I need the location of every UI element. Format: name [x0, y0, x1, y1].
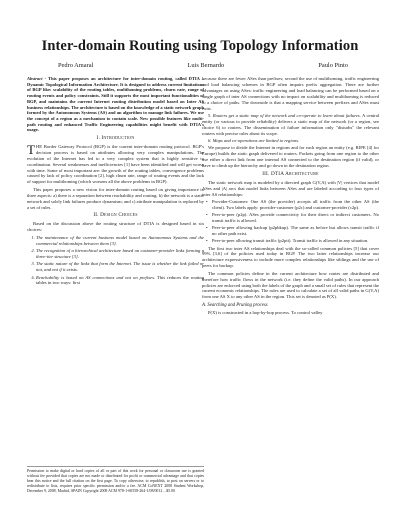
copyright-footnote: Permission to make digital or hard copies of all or part of this work for personal or classroom use is granted without fee provided that copies are not made or distributed for profit or commercial advantage and that copies bear this notice and the full citation on the first page. To copy otherwise, to republish, to post on servers or to redistribute to lists, requires prior specific permission and/or a fee. ACM CoNEXT 2008 Student Workshop, December 9, 2008, Madrid, SPAIN Copyright 2008 ACM 978-1-60558-264-1/08/0012 ...$5.00 — [27, 466, 204, 494]
relationship-list — [202, 199, 379, 243]
list-item: • Peer-to-peer (p2p). ASes provide connectivity for their direct or indirect customers. No transit traffic is allowed. — [212, 212, 379, 224]
design-choice-6: 6. Maps and co-operations are limited to regions. — [208, 138, 300, 144]
author-list — [58, 62, 348, 69]
intro-paragraph: This paper proposes a new vision for inter-domain routing based on giving importance to three aspects: a) there is a separation between reachability and routing; b) the network is a static network and solely link failures produce dynamism; and c) attribute manipulation is replaced by a set of rules. — [27, 186, 204, 210]
list-item: • Peer-to-peer allowing backup (p2pbkup). The same as before but allows transit traffic if no other path exist. — [212, 225, 379, 237]
body-paragraph: because there are fewer ASes than prefixes; second the use of multihoming, traffic engineering and load balancing schemes in BGP often impairs prefix aggregation. There are further advantages on using ASes: traffic engineering and load balancing can be performed based on a single graph of inter AS connections with no impact on scalability and multihoming is reduced to a choice of paths. The downside is that a mapping service between prefixes and ASes must exist. — [202, 76, 379, 111]
list-item: 2. The recognition of a hierarchical architecture based on customer-provider links forming a three-tier structure [3]. — [36, 248, 204, 260]
abstract-text: - This paper proposes an architecture for inter-domain routing, called DTIA – Dynamic Topological Information Architecture. It is designed to address current limitations of BGP like: scalability of the routing tables, multihoming problems, churn rate, range of routing events and policy constraints. Still it supports the most important functionalities of BGP, and maintains the current Internet routing distribution model based on Inter AS business relationships. The architecture is based on the knowledge of a static network graph formed by the Autonomous Systems (AS) and an algorithm to manage link failures. We use the concept of a region as a mechanism to contain scale. New possible features like multi-path routing and enhanced Traffic Engineering capabilities might benefit with DTIA's usage. — [27, 76, 204, 133]
intro-paragraph — [27, 141, 204, 185]
body-paragraph: We propose to divide the Internet in regions and for each region an entity (e.g. RIPE [4] for Europe) builds the static graph delivered to routers. Packets going from one region to the other use either a direct link from one internal AS connected to the destination region (if valid), or have to climb up the hierarchy and go down in the destination region. — [202, 145, 379, 169]
list-item-text: This reduces the routing tables in two ways: first — [36, 274, 205, 286]
abstract — [27, 76, 204, 133]
body-paragraph: The static network map is modeled by a directed graph G(V,A) with |V| vertices that model ASes and |A| arcs that model links between ASes and are labeled according to four types of inter AS relationships: — [202, 180, 379, 197]
list-item: 3. The static nature of the links that form the Internet. The issue is whether the link failed or not, and not if it exists. — [36, 261, 204, 273]
choice-lead: Routers get a static map of the network and co-operate to learn about failures. — [212, 112, 361, 118]
intro-paragraph-text: HE Border Gateway Protocol (BGP) is the current inter-domain routing protocol. BGP's decision process is based on attributes allowing very complex manipulations. The evolution of the Internet has led to a very complex system that is highly sensitive to coordination. Several weaknesses and inefficiencies [1] have been identified and will get worse with time. Some of most important are: the growth of the routing tables, convergence problems caused by lack of policy coordination [2], high churn rate, range of routing events and the lack of support for multihoming (which worsens all the above problems in BGP). — [27, 143, 204, 185]
left-column — [27, 76, 204, 288]
list-item-lead: Reachability is based on AS connections and not on prefixes. — [36, 274, 156, 280]
choice-text: A central entity (or various to provide reliability) delivers a static map of the network (or a region, see choice 6) to routers. The dissemination of failure information only "disturbs" the relevant routers with precise rules about its scope. — [202, 112, 380, 136]
body-paragraph: The first two inter AS relationships deal with the so-called common policies [5] that cover 99% [3,6] of the policies used today in BGP. The two latter relationships increase our architecture expressiveness to include more complex relationships like siblings and the use of peers for backup. — [202, 245, 379, 269]
abstract-lead: Abstract — [27, 76, 43, 81]
design-intro: Based on the discussion above the routing structure of DTIA is designed based in six choices: — [27, 221, 204, 233]
choice-lead: Maps and co-operations are limited to regions. — [212, 138, 300, 144]
list-item: 1. The maintenance of the current business model based on Autonomous Systems and the commercial relationships between them [3]. — [36, 235, 204, 247]
body-paragraph: The common policies define in the current architecture how routes are distributed and therefore how traffic flows in the network (i.e. they define the valid paths). In our approach policies are enforced using both the labels of the graph and a small set of rules that represent the current economic relationships. The rules are used to calculate a set of all valid paths in G(V,A) from one AS X to any other AS in the region. This set is denoted as P(X). — [202, 270, 379, 300]
subsection-heading: A. Searching and Pruning process — [202, 303, 268, 309]
author-name: Pedro Amaral — [58, 62, 94, 69]
design-choice-5: 5. Routers get a static map of the network and co-operate to learn about failures. A central entity (or various to provide reliability) delivers a static map of the network (or a region, see choice 6) to routers. The dissemination of failure information only "disturbs" the relevant routers with precise rules about its scope. — [202, 112, 380, 136]
section-heading: III. DTIA Architecture — [262, 171, 319, 178]
section-heading: I. Introduction — [96, 135, 135, 142]
paper-title: Inter-domain Routing using Topology Information — [41, 38, 359, 54]
body-paragraph: P(X) is constructed in a hop-by-hop process. To control valley — [208, 310, 323, 316]
author-name: Paulo Pinto — [318, 62, 348, 69]
author-name: Luis Bernardo — [187, 62, 225, 69]
list-item — [36, 275, 204, 287]
list-item: • Provider-Customer: One AS (the provider) accepts all traffic from the other AS (the client). Two labels apply: provider-customer (p2c) and customer-provider (c2p). — [212, 199, 379, 211]
list-item: • Peer-to-peer allowing transit traffic (p2ptt). Transit traffic is allowed in any situation. — [212, 238, 379, 244]
section-heading: II. Design Choices — [93, 212, 138, 219]
right-column — [202, 76, 379, 318]
design-choices-list — [27, 235, 204, 287]
drop-cap: T — [27, 141, 35, 157]
